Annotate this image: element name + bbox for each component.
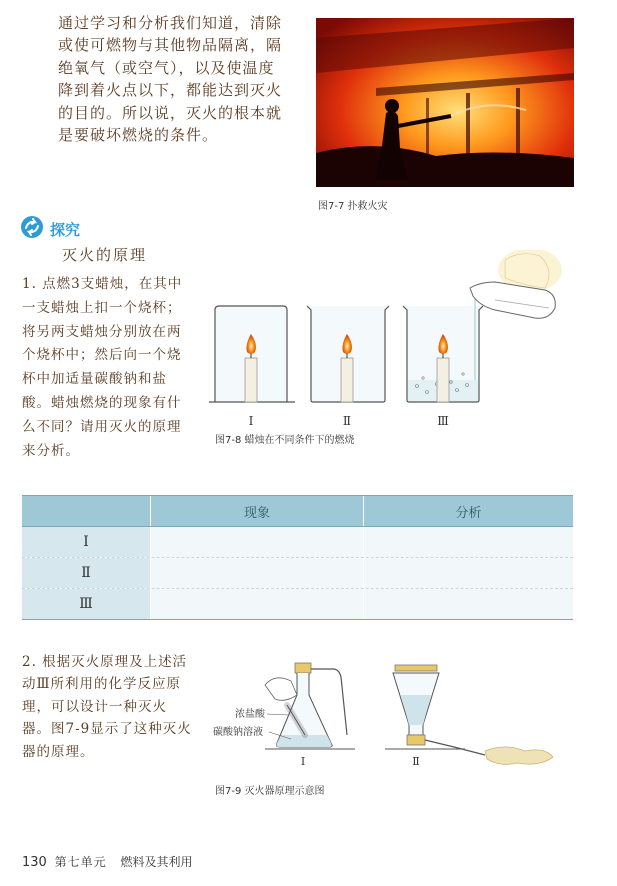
explore-subtitle: 灭火的原理: [62, 246, 148, 264]
figure-7-8-label-3: Ⅲ: [437, 414, 449, 428]
table-row: [22, 558, 573, 589]
explore-heading: [20, 215, 80, 243]
table-row: [22, 527, 573, 558]
row-label: Ⅱ: [81, 565, 91, 581]
firefighting-photo: [316, 18, 574, 187]
table-header-phenomenon: 现象: [243, 505, 270, 521]
phenomenon-cell[interactable]: [150, 558, 363, 588]
label-sodium-carbonate: 碳酸钠溶液: [213, 727, 263, 738]
beaker-3: [403, 292, 483, 402]
table-header-row: [22, 496, 573, 527]
analysis-cell[interactable]: [363, 527, 573, 557]
observation-table: [22, 495, 573, 620]
analysis-cell[interactable]: [363, 589, 573, 619]
row-label: Ⅰ: [83, 534, 89, 550]
unit-label: 第七单元: [54, 855, 107, 869]
explore-label: 探究: [50, 220, 81, 239]
figure-7-9: [205, 655, 575, 770]
pouring-hand-bottle: [470, 250, 562, 318]
explore-icon: [20, 215, 44, 243]
figure-7-8-label-1: Ⅰ: [248, 414, 254, 428]
analysis-cell[interactable]: [363, 558, 573, 588]
figure-7-9-caption: 图7-9 灭火器原理示意图: [215, 786, 325, 797]
figure-7-8-label-2: Ⅱ: [342, 414, 352, 428]
label-hydrochloric-acid: 浓盐酸: [235, 709, 265, 720]
phenomenon-cell[interactable]: [150, 589, 363, 619]
activity-1-paragraph: 1. 点燃3支蜡烛，在其中一支蜡烛上扣一个烧杯；将另两支蜡烛分别放在两个烧杯中；然后向一个烧杯中加适量碳酸钠和盐酸。蜡烛燃烧的现象有什么不同？请用灭火的原理来分析。: [22, 276, 183, 459]
page-number: 130: [22, 855, 47, 870]
figure-7-8-caption: 图7-8 蜡烛在不同条件下的燃烧: [215, 435, 355, 446]
unit-title: 燃料及其利用: [120, 855, 193, 869]
beaker-1: [209, 306, 295, 402]
row-label: Ⅲ: [79, 596, 93, 612]
table-row: [22, 589, 573, 619]
intro-paragraph: 通过学习和分析我们知道，清除或使可燃物与其他物品隔离，隔绝氧气（或空气），以及使温度降到着火点以下，都能达到灭火的目的。所以说，灭火的根本就是要破坏燃烧的条件。: [58, 14, 283, 145]
page-footer: [22, 853, 193, 870]
beaker-2: [307, 306, 389, 402]
phenomenon-cell[interactable]: [150, 527, 363, 557]
table-header-analysis: 分析: [455, 505, 482, 521]
figure-7-9-label-1: Ⅰ: [300, 755, 306, 768]
activity-2-paragraph: 2. 根据灭火原理及上述活动Ⅲ所利用的化学反应原理，可以设计一种灭火器。图7-9显示了这种灭火器的原理。: [22, 654, 192, 760]
figure-7-8: [205, 250, 575, 450]
figure-7-7-caption: 图7-7 扑救火灾: [318, 201, 388, 212]
figure-7-9-label-2: Ⅱ: [412, 755, 420, 768]
